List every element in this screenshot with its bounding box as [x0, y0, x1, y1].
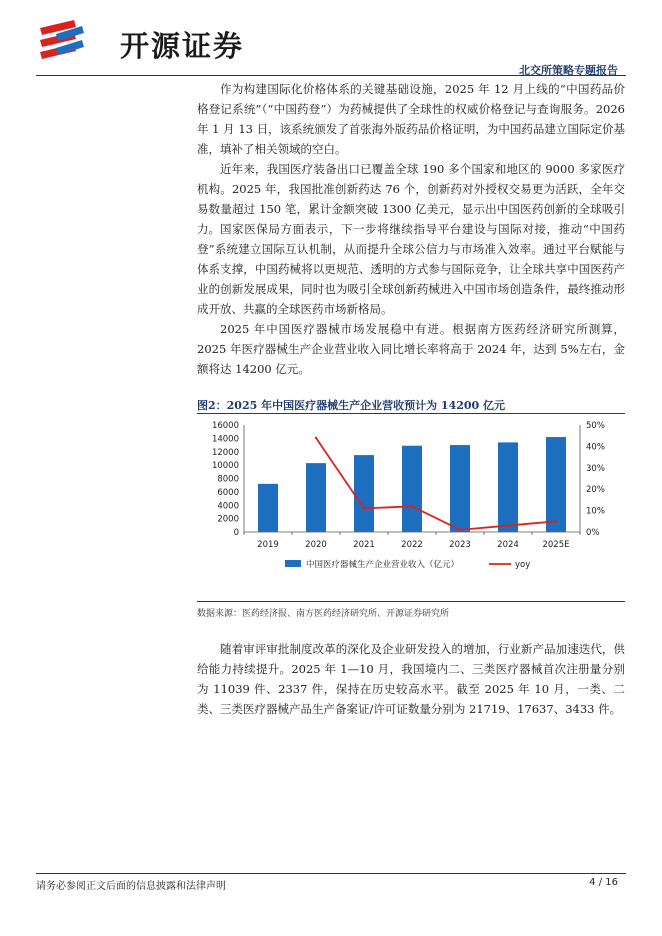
- paragraph-text: 近年来，我国医疗装备出口已覆盖全球 190 多个国家和地区的 9000 多家医疗机构。2025 年，我国批准创新药达 76 个，创新药对外授权交易更为活跃，全年交易数量超过 150 笔，累计金额突破 1300 亿美元，显示出中国医药创新的全球吸引力。: [197, 162, 625, 236]
- revenue-bar: [258, 484, 278, 532]
- x-tick-label: 2019: [257, 540, 279, 550]
- y-left-tick-label: 2000: [217, 514, 239, 525]
- y-right-tick-label: 10%: [586, 506, 605, 517]
- header-divider: [36, 75, 626, 76]
- legend-line-label: yoy: [515, 560, 531, 570]
- yoy-point: [507, 524, 509, 526]
- company-logo: [36, 18, 266, 64]
- x-tick-label: 2023: [449, 540, 471, 550]
- revenue-yoy-chart: [197, 414, 625, 599]
- paragraph-device-market: [197, 319, 625, 379]
- paragraph-nhsa-plan: [197, 219, 625, 319]
- footer-divider: [36, 873, 626, 874]
- y-left-tick-label: 14000: [211, 434, 239, 445]
- footer-disclaimer: 请务必参阅正文后面的信息披露和法律声明: [36, 881, 226, 892]
- y-right-tick-label: 0%: [586, 528, 600, 538]
- chart-legend: [285, 559, 530, 570]
- x-tick-label: 2022: [401, 540, 423, 550]
- yoy-point: [555, 520, 557, 522]
- y-left-tick-label: 6000: [217, 487, 239, 498]
- revenue-bar: [546, 437, 566, 532]
- paragraph-text: 2025 年中国医疗器械市场发展稳中有进。根据南方医药经济研究所测算，2025 年医疗器械生产企业营业收入同比增长率将高于 2024 年，达到 5%左右，金额将达 14200 亿元。: [197, 322, 625, 376]
- yoy-point: [411, 505, 413, 507]
- paragraph-registration: [197, 639, 625, 719]
- y-left-tick-label: 10000: [211, 461, 239, 472]
- yoy-point: [315, 437, 317, 439]
- company-logo-icon: [36, 18, 116, 64]
- chart-bars: [258, 437, 566, 532]
- yoy-line: [316, 438, 556, 530]
- y-left-tick-label: 8000: [217, 474, 239, 485]
- report-type-label: 北交所策略专题报告: [519, 64, 618, 77]
- chart-yoy-line: [315, 437, 557, 531]
- y-right-tick-label: 40%: [586, 442, 605, 453]
- x-tick-label: 2021: [353, 540, 375, 550]
- y-right-tick-label: 50%: [586, 421, 605, 431]
- page-number: 4 / 16: [589, 877, 618, 888]
- y-left-tick-label: 12000: [211, 447, 239, 458]
- y-left-tick-label: 4000: [217, 501, 239, 512]
- y-left-tick-label: 0: [233, 528, 239, 538]
- y-right-tick-label: 30%: [586, 463, 605, 474]
- paragraph-price-registry: [197, 79, 625, 159]
- company-name: 开源证券: [120, 29, 245, 63]
- figure-title: 图2：2025 年中国医疗器械生产企业营收预计为 14200 亿元: [197, 399, 506, 412]
- legend-bar-swatch: [285, 560, 301, 567]
- yoy-point: [363, 507, 365, 509]
- y-right-tick-label: 20%: [586, 485, 605, 496]
- figure-source: 数据来源：医药经济报、南方医药经济研究所、开源证券研究所: [197, 609, 450, 619]
- paragraph-text: 随着审评审批制度改革的深化及企业研发投入的增加，行业新产品加速迭代，供给能力持续提升。2025 年 1—10 月，我国境内二、三类医疗器械首次注册量分别为 11039 件、2337 件，保持在历史较高水平。截至 2025 年 10 月，一类、二类、三类医疗器械产品生产备案证/许可证数量分别为 21719、17637、3433 件。: [197, 642, 625, 716]
- revenue-bar: [354, 455, 374, 532]
- x-tick-label: 2020: [305, 540, 327, 550]
- paragraph-text: 国家医保局方面表示，下一步将继续指导平台建设与国际对接，推动“中国药登”系统建立国际互认机制，从而提升全球公信力与市场准入效率。通过平台赋能与体系支撑，中国药械将以更规范、透明的方式参与国际竞争，让全球共享中国医药产业的创新发展成果，同时也为吸引全球创新药械进入中国市场创造条件，最终推动形成开放、共赢的全球医药市场新格局。: [197, 222, 625, 316]
- paragraph-text: 作为构建国际化价格体系的关键基础设施，2025 年 12 月上线的“中国药品价格登记系统”（“中国药登”）为药械提供了全球性的权威价格登记与查询服务。2026 年 1 月 13 日，该系统颁发了首张海外版药品价格证明，为中国药品建立国际定价基准，填补了相关领域的空白。: [197, 82, 625, 156]
- figure-bottom-rule: [197, 601, 625, 602]
- revenue-bar: [450, 445, 470, 532]
- revenue-bar: [402, 446, 422, 532]
- revenue-bar: [498, 442, 518, 532]
- legend-bar-label: 中国医疗器械生产企业营业收入（亿元）: [306, 560, 460, 570]
- x-tick-label: 2024: [497, 540, 519, 550]
- y-left-tick-label: 16000: [211, 421, 239, 431]
- yoy-point: [459, 529, 461, 531]
- x-tick-label: 2025E: [542, 540, 570, 550]
- revenue-bar: [306, 463, 326, 532]
